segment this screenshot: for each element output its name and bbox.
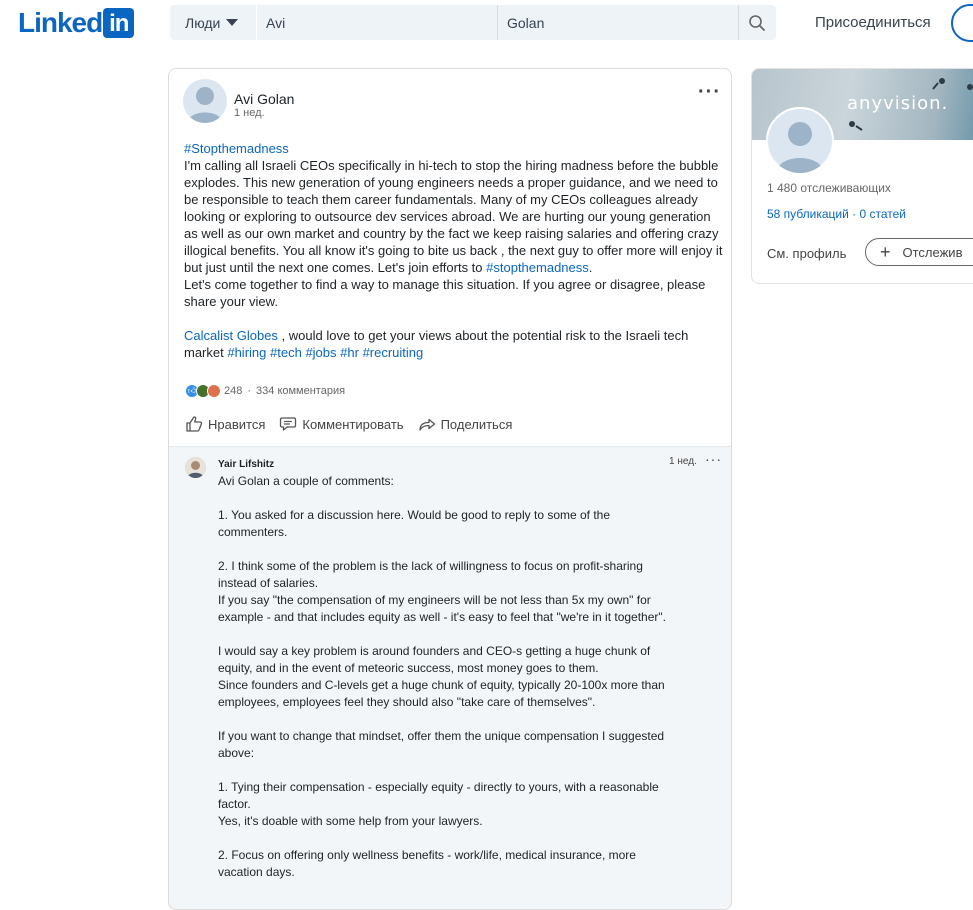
post-time: 1 нед. (234, 107, 265, 119)
publications-link[interactable]: 58 публикаций · 0 статей (767, 207, 907, 221)
comment-label: Комментировать (302, 416, 404, 432)
caret-down-icon (226, 19, 238, 26)
see-profile-link[interactable]: См. профиль (767, 246, 847, 261)
thumbs-up-icon (185, 415, 203, 433)
share-label: Поделиться (440, 416, 513, 432)
comment-line: 2. Focus on offering only wellness benefits - work/life, medical insurance, more vacation days. (218, 848, 636, 879)
comment-line: If you say "the compensation of my engineers will be not less than 5x my own" for example - and that includes equity as well - it's easy to feel that "we're in it together". (218, 593, 666, 624)
post-card (168, 68, 732, 910)
comment-line: If you want to change that mindset, offer them the unique compensation I suggested above: (218, 729, 665, 760)
comment-line: I would say a key problem is around founders and CEO-s getting a huge chunk of equity, and in the event of meteoric success, most money goes to them. (218, 644, 651, 675)
comment-line: Since founders and C-levels get a huge chunk of equity, typically 20-100x more than employees, employees feel they should also "take care of themselves". (218, 678, 665, 709)
sign-in-button[interactable] (951, 4, 973, 42)
like-button[interactable] (185, 415, 265, 433)
author-avatar[interactable] (183, 79, 227, 123)
hashtag-link[interactable]: #hiring (227, 345, 267, 360)
search-icon (748, 14, 766, 32)
post-more-menu[interactable]: ··· (698, 81, 721, 103)
person-silhouette-icon (768, 109, 832, 173)
search-type-label: Люди (185, 14, 221, 31)
comments-count[interactable]: 334 комментария (256, 385, 346, 397)
commenter-avatar[interactable] (185, 457, 206, 478)
comment-time: 1 нед. (669, 456, 697, 467)
post-paragraph-1: I'm calling all Israeli CEOs specifically in hi-tech to stop the hiring madness before the bubble explodes. This new generation of young engineers needs a proper guidance, and we need to be responsible to teach them career fundamentals. Many of my CEOs colleagues already looking or exploring to outsource dev services abroad. We are hurting our young generation as well as our own market and country by the fact we keep raising salaries and offering crazy illogical benefits. You all know it's going to bite us back , the next guy to offer more will enjoy it but just until the next one comes. Let's join efforts to (184, 158, 723, 275)
search-button[interactable] (739, 5, 775, 40)
comment-more-menu[interactable]: ··· (705, 451, 722, 467)
comment-line: 1. You asked for a discussion here. Would be good to reply to some of the commenters. (218, 508, 611, 539)
share-button[interactable] (418, 415, 513, 433)
company-logo-text: anyvision. (847, 93, 949, 114)
profile-avatar[interactable] (766, 107, 834, 175)
post-paragraph-3: , would love to get your views about the potential risk to the Israeli tech market (184, 328, 689, 360)
search-type-dropdown[interactable] (170, 5, 257, 40)
linkedin-logo[interactable] (18, 7, 134, 39)
separator-dot: · (247, 385, 252, 397)
hashtag-link[interactable]: #stopthemadness (486, 260, 589, 275)
post-paragraph-1-end: . (588, 260, 593, 275)
person-silhouette-icon (183, 79, 227, 123)
follow-button[interactable] (865, 238, 973, 266)
hashtag-link[interactable]: #Stopthemadness (184, 141, 289, 156)
hashtag-link[interactable]: #recruiting (362, 345, 424, 360)
followers-count: 1 480 отслеживающих (767, 181, 891, 195)
reactions-count[interactable]: 248 (224, 385, 243, 397)
like-reaction-icon: 👍︎ (185, 384, 199, 398)
post-body (184, 140, 724, 361)
social-counts (185, 384, 345, 398)
hashtag-link[interactable]: #jobs (305, 345, 337, 360)
reaction-icons[interactable] (185, 384, 218, 398)
join-link[interactable]: Присоединиться (815, 14, 931, 31)
last-name-input[interactable]: Golan (498, 5, 739, 40)
logo-in-badge: in (103, 8, 134, 38)
follow-label: Отслежив (902, 244, 963, 260)
commenter-name[interactable]: Yair Lifshitz (218, 459, 275, 470)
comment-button[interactable] (279, 415, 403, 433)
person-photo-icon (185, 457, 206, 478)
post-paragraph-2: Let's come together to find a way to manage this situation. If you agree or disagree, please share your view. (184, 277, 706, 309)
hashtag-link[interactable]: #hr (340, 345, 359, 360)
first-name-input[interactable]: Avi (257, 5, 498, 40)
comment-line: Avi Golan a couple of comments: (218, 474, 394, 488)
comment-bubble-icon (279, 415, 297, 433)
support-reaction-icon (207, 384, 221, 398)
hashtag-link[interactable]: #tech (270, 345, 302, 360)
comment-body (218, 473, 668, 881)
people-search-bar (170, 5, 776, 40)
plus-icon: + (880, 242, 891, 262)
post-author-name[interactable]: Avi Golan (234, 91, 295, 107)
share-arrow-icon (418, 415, 436, 433)
post-actions (185, 415, 526, 433)
comment-line: 2. I think some of the problem is the lack of willingness to focus on profit-sharing instead of salaries. (218, 559, 643, 590)
mention-link[interactable]: Calcalist Globes (184, 328, 278, 343)
comment-line: 1. Tying their compensation - especially equity - directly to yours, with a reasonable factor. (218, 780, 659, 811)
like-label: Нравится (208, 416, 266, 432)
logo-word: Linked (18, 7, 103, 38)
comments-section (169, 446, 731, 910)
comment-line: Yes, it's doable with some help from your lawyers. (218, 814, 483, 828)
profile-card (751, 68, 973, 284)
